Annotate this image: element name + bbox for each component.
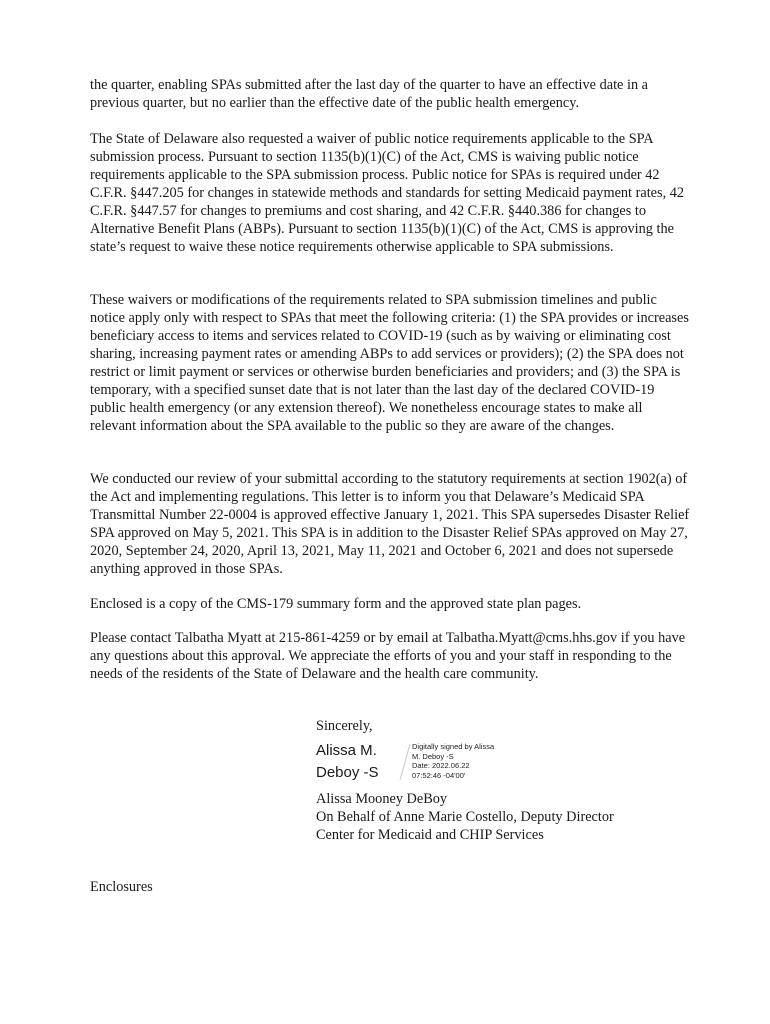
signature-detail-line1: Digitally signed by Alissa: [412, 742, 495, 751]
paragraph-waiver-criteria: These waivers or modifications of the requirements related to SPA submission timelines and public notice apply only with respect to SPAs that meet the following criteria: (1) the SPA provides or increases beneficiary access to items and services related to COVID-19 (such as by waiving or eliminating cost sharing, increasing payment rates or amending ABPs to add services or providers); (2) the SPA does not restrict or limit payment or services or otherwise burden beneficiaries and providers; and (3) the SPA is temporary, with a specified sunset date that is not later than the last day of the declared COVID-19 public health emergency (or any extension thereof). We nonetheless encourage states to make all relevant information about the SPA available to the public so they are aware of the changes.: [90, 292, 689, 434]
paragraph-contact: Please contact Talbatha Myatt at 215-861-4259 or by email at Talbatha.Myatt@cms.hhs.gov if you have any questions about this approval. We appreciate the efforts of you and your staff in responding to the needs of the residents of the State of Delaware and the health care community.: [90, 630, 686, 682]
signature-name-line2: Deboy -S: [316, 764, 379, 781]
signature-name-line1: Alissa M.: [316, 742, 377, 759]
paragraph-review-approval: We conducted our review of your submittal according to the statutory requirements at section 1902(a) of the Act and implementing regulations. This letter is to inform you that Delaware’s Medicaid SPA Transmittal Number 22-0004 is approved effective January 1, 2021. This SPA supersedes Disaster Relief SPA approved on May 5, 2021. This SPA is in addition to the Disaster Relief SPAs approved on May 27, 2020, September 24, 2020, April 13, 2021, May 11, 2021 and October 6, 2021 and does not supersede anything approved in those SPAs.: [90, 471, 690, 577]
paragraph-enclosed: Enclosed is a copy of the CMS-179 summary form and the approved state plan pages.: [90, 596, 582, 612]
enclosures-label: Enclosures: [90, 879, 153, 895]
signature-details: [412, 742, 522, 780]
signature-divider-mark: [398, 742, 412, 782]
signature-detail-line4: 07:52:46 -04'00': [412, 770, 466, 780]
digital-signature: [316, 740, 576, 784]
signer-name: Alissa Mooney DeBoy: [316, 791, 448, 807]
paragraph-public-notice-waiver: The State of Delaware also requested a waiver of public notice requirements applicable to the SPA submission process. Pursuant to section 1135(b)(1)(C) of the Act, CMS is waiving public notice requirements applicable to the SPA submission process. Public notice for SPAs is required under 42 C.F.R. §447.205 for changes in statewide methods and standards for setting Medicaid payment rates, 42 C.F.R. §447.57 for changes to premiums and cost sharing, and 42 C.F.R. §440.386 for changes to Alternative Benefit Plans (ABPs). Pursuant to section 1135(b)(1)(C) of the Act, CMS is approving the state’s request to waive these notice requirements otherwise applicable to SPA submissions.: [90, 131, 685, 255]
signer-title: On Behalf of Anne Marie Costello, Deputy Director: [316, 809, 614, 825]
signature-detail-line3: Date: 2022.06.22: [412, 761, 470, 770]
signer-office: Center for Medicaid and CHIP Services: [316, 827, 544, 843]
paragraph-effective-date: the quarter, enabling SPAs submitted after the last day of the quarter to have an effective date in a previous quarter, but no earlier than the effective date of the public health emergency.: [90, 77, 649, 111]
closing-salutation: Sincerely,: [316, 718, 373, 734]
signature-detail-line2: M. Deboy -S: [412, 751, 454, 761]
signer-block: [316, 790, 614, 844]
signature-name: [316, 740, 404, 784]
